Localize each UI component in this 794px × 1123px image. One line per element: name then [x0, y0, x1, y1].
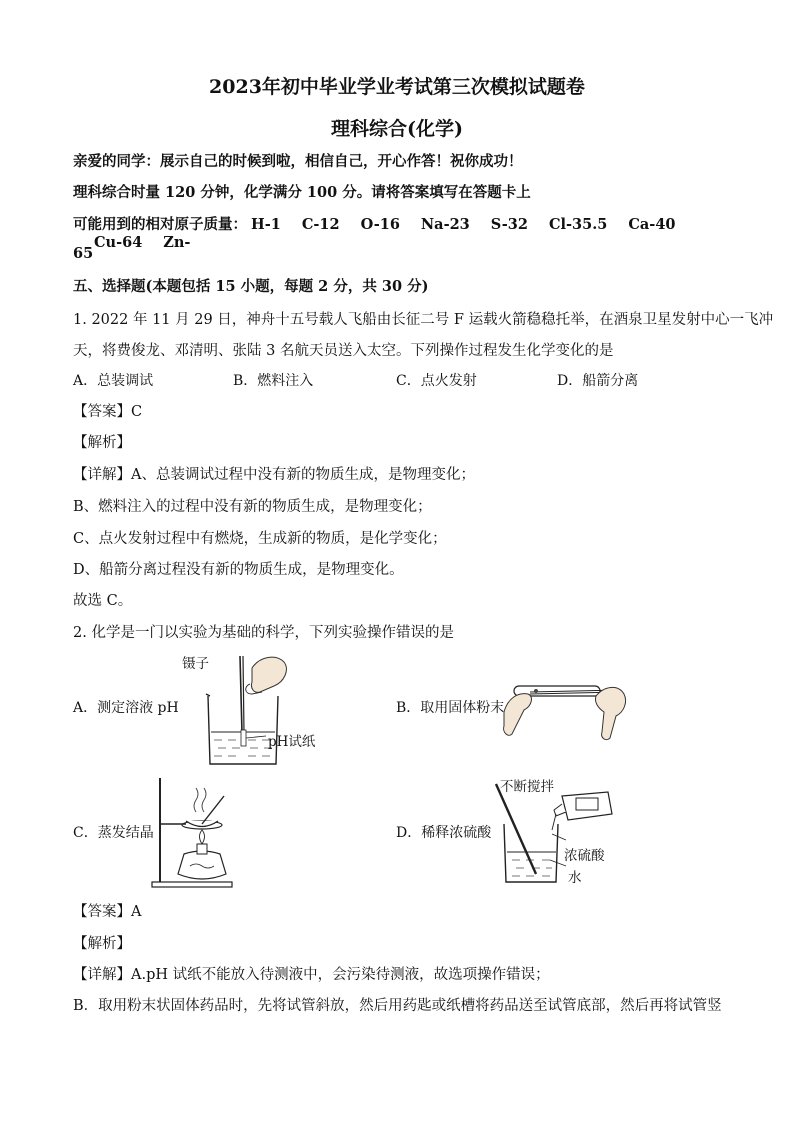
atomic-mass-item: Cu-64 [94, 234, 143, 251]
q1-option-b: B．燃料注入 [233, 373, 314, 389]
q2-analysis-label: 【解析】 [73, 936, 131, 952]
q2-option-d: D．稀释浓硫酸 [396, 825, 492, 841]
solid-powder-illustration [500, 672, 630, 744]
q1-detail-line: D、船箭分离过程没有新的物质生成，是物理变化。 [73, 562, 404, 578]
atomic-mass-item: Na-23 [420, 216, 470, 233]
evaporation-illustration [150, 774, 240, 890]
q1-detail-line: C、点火发射过程中有燃烧，生成新的物质，是化学变化； [73, 531, 447, 547]
page-subtitle: 理科综合(化学) [331, 118, 463, 140]
atomic-mass-item: O-16 [360, 216, 400, 233]
q1-analysis-label: 【解析】 [73, 435, 131, 451]
q1-detail-line: B、燃料注入的过程中没有新的物质生成，是物理变化； [73, 499, 432, 515]
atomic-mass-item: H-1 [251, 216, 281, 233]
q2-option-c: C．蒸发结晶 [73, 825, 154, 841]
page-title: 2023年初中毕业学业考试第三次模拟试题卷 [209, 76, 585, 98]
atomic-mass-item: Zn- [163, 234, 191, 251]
greeting-text: 亲爱的同学：展示自己的时候到啦，相信自己，开心作答！祝你成功！ [73, 153, 523, 170]
section-heading: 五、选择题(本题包括 15 小题，每题 2 分，共 30 分) [73, 278, 429, 295]
q1-stem-line1: 1. 2022 年 11 月 29 日，神舟十五号载人飞船由长征二号 F 运载火箭稳稳托举，在酒泉卫星发射中心一飞冲 [73, 312, 774, 328]
figure-ph-test [180, 648, 320, 768]
figure-dilute-acid [490, 770, 630, 890]
q1-option-d: D．船箭分离 [557, 373, 639, 389]
atomic-mass-item: S-32 [490, 216, 528, 233]
figure-evaporation [150, 774, 240, 890]
atomic-mass-item: C-12 [301, 216, 340, 233]
atomic-mass-item: Ca-40 [628, 216, 676, 233]
q1-answer: 【答案】C [73, 404, 143, 420]
q2-option-b: B．取用固体粉末 [396, 700, 505, 716]
atomic-mass-wrap: 65 [73, 245, 94, 262]
q2-stem: 2. 化学是一门以实验为基础的科学，下列实验操作错误的是 [73, 625, 454, 641]
label-tweezers: 镊子 [182, 656, 209, 672]
atomic-mass-item: Cl-35.5 [548, 216, 608, 233]
q1-option-c: C．点火发射 [396, 373, 477, 389]
figure-solid-powder [500, 672, 630, 744]
label-conc-acid: 浓硫酸 [564, 848, 605, 864]
label-stir: 不断搅拌 [500, 779, 554, 795]
label-water: 水 [568, 870, 582, 886]
q2-detail-line: 【详解】A.pH 试纸不能放入待测液中，会污染待测液，故选项操作错误； [73, 967, 550, 983]
q2-detail-line: B．取用粉末状固体药品时，先将试管斜放，然后用药匙或纸槽将药品送至试管底部，然后再将试管竖 [73, 998, 722, 1014]
time-note: 理科综合时量 120 分钟，化学满分 100 分。请将答案填写在答题卡上 [73, 184, 531, 201]
q2-answer: 【答案】A [73, 904, 142, 920]
q1-detail-line: 故选 C。 [73, 593, 133, 609]
atomic-mass-line [73, 213, 723, 251]
q1-option-a: A．总装调试 [73, 373, 154, 389]
q2-option-a: A．测定溶液 pH [73, 700, 179, 716]
label-ph-paper: pH试纸 [268, 734, 316, 750]
q1-stem-line2: 天，将费俊龙、邓清明、张陆 3 名航天员送入太空。下列操作过程发生化学变化的是 [73, 343, 614, 359]
q1-detail-line: 【详解】A、总装调试过程中没有新的物质生成，是物理变化； [73, 467, 475, 483]
atomic-mass-prefix: 可能用到的相对原子质量： [73, 216, 247, 233]
